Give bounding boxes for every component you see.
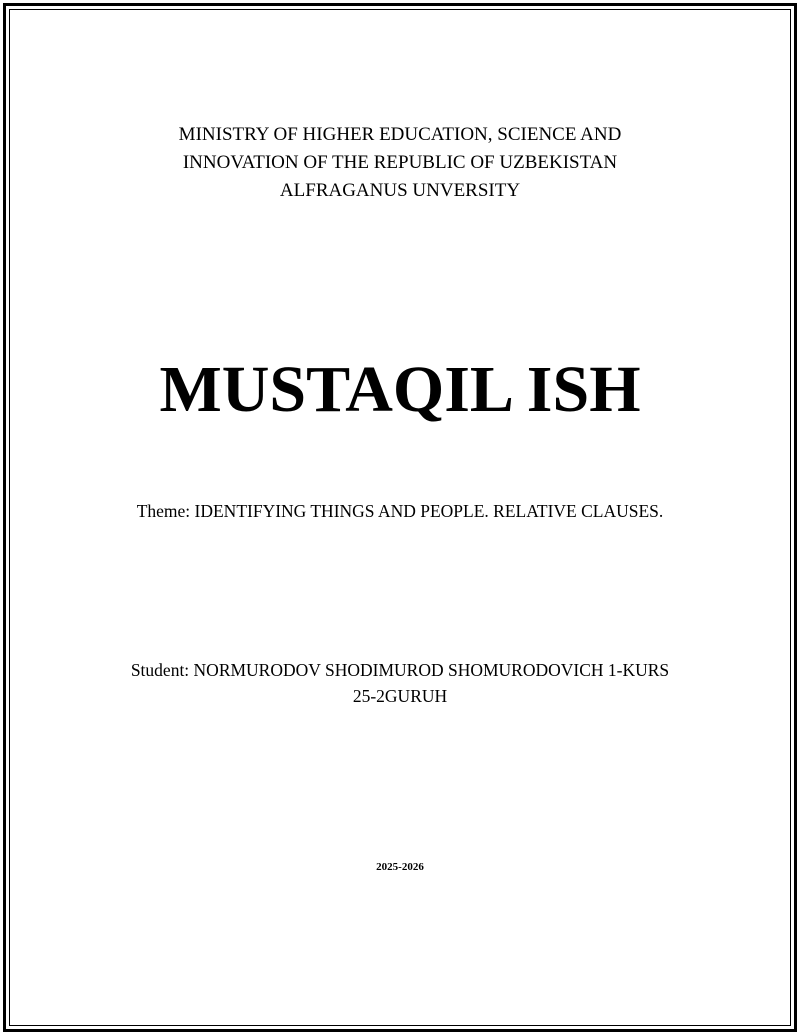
student-line-2: 25-2GURUH [352, 686, 448, 706]
document-title: MUSTAQIL ISH [159, 353, 641, 426]
institution-line-2: INNOVATION OF THE REPUBLIC OF UZBEKISTAN [182, 152, 618, 173]
institution-header [0, 121, 800, 205]
institution-line-3: ALFRAGANUS UNVERSITY [279, 180, 521, 201]
institution-line-1: MINISTRY OF HIGHER EDUCATION, SCIENCE AND [178, 124, 622, 145]
student-info [0, 657, 800, 709]
theme-line: Theme: IDENTIFYING THINGS AND PEOPLE. RELATIVE CLAUSES. [136, 501, 664, 521]
student-line-1: Student: NORMURODOV SHODIMUROD SHOMURODOVICH 1-KURS [130, 660, 670, 680]
academic-year: 2025-2026 [376, 861, 424, 873]
